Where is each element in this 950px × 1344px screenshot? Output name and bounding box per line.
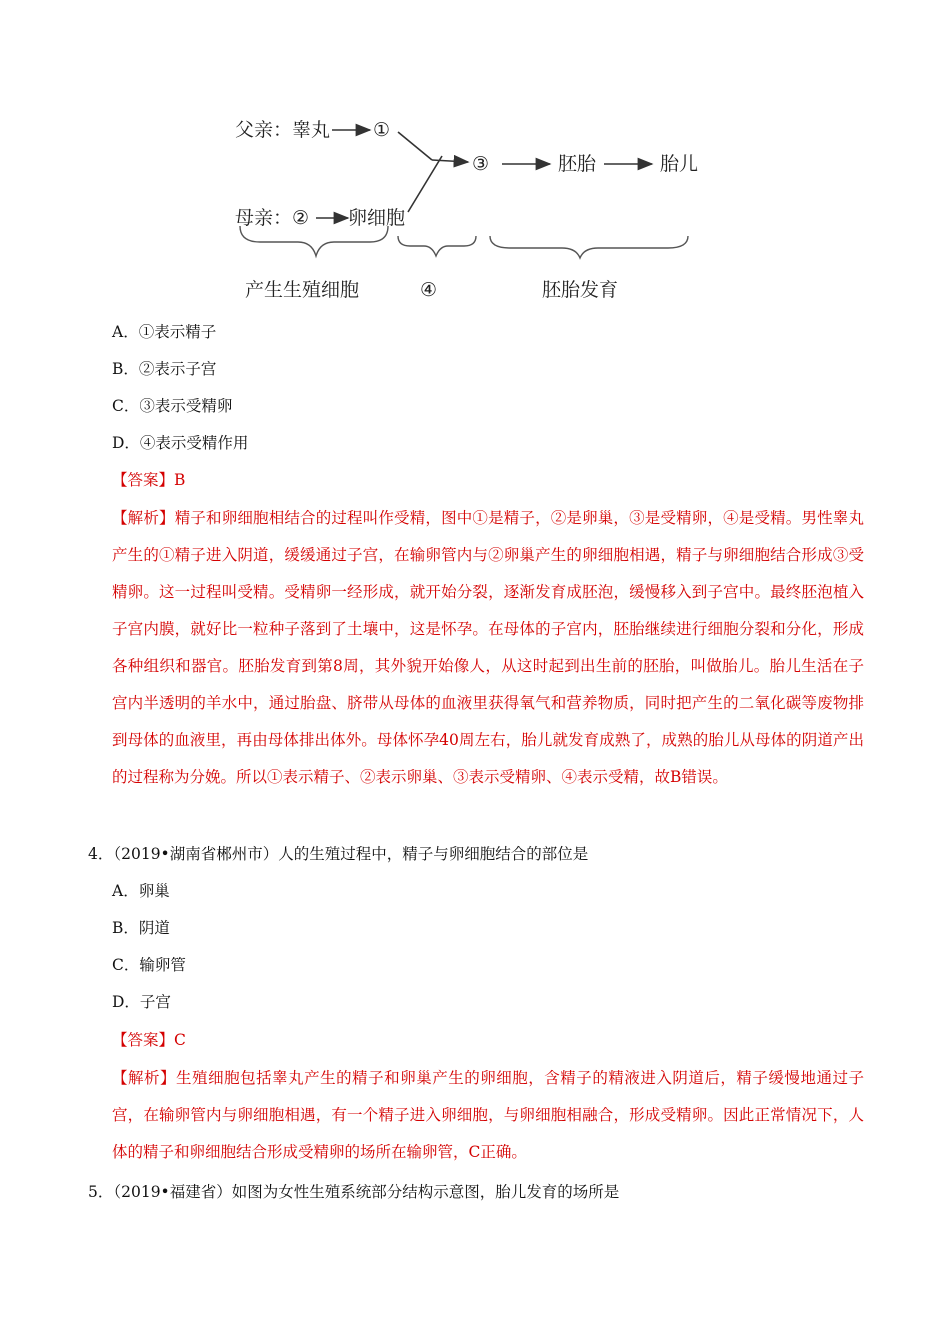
line-egg-to-junction [408,156,442,212]
q4-stem: 4．（2019•湖南省郴州市）人的生殖过程中，精子与卵细胞结合的部位是 [88,845,589,863]
egg-label: 卵细胞 [348,207,406,229]
line-1-to-junction [398,132,432,160]
brace-fertilization [398,236,476,256]
brace-gametes-label: 产生生殖细胞 [245,279,360,301]
fetus-label: 胎儿 [660,153,699,175]
circle-1-label: ① [373,119,391,141]
reproduction-flow-diagram [220,100,720,310]
q3-option-a: A．①表示精子 [112,323,217,341]
circle-3-label: ③ [472,153,490,175]
q3-option-d: D．④表示受精作用 [112,434,249,452]
q3-answer-value: B [174,471,186,489]
q3-option-c: C．③表示受精卵 [112,397,233,415]
flow-diagram-svg [220,100,720,310]
q3-answer-tag: 【答案】 [112,471,175,489]
father-label: 父亲：睾丸 [235,119,331,141]
q4-option-a: A．卵巢 [112,882,170,900]
brace-fertilization-label: ④ [420,279,438,301]
embryo-label: 胚胎 [558,153,597,175]
q3-analysis-tag: 【解析】 [112,509,175,527]
brace-development-label: 胚胎发育 [542,279,619,301]
q5-stem: 5．（2019•福建省）如图为女性生殖系统部分结构示意图，胎儿发育的场所是 [88,1183,620,1201]
q4-option-d: D．子宫 [112,993,171,1011]
q3-analysis-text: 精子和卵细胞相结合的过程叫作受精，图中①是精子，②是卵巢，③是受精卵，④是受精。男性睾丸产生的①精子进入阴道，缓缓通过子宫，在输卵管内与②卵巢产生的卵细胞相遇，精子与卵细胞结合形成③受精卵。这一过程叫受精。受精卵一经形成，就开始分裂，逐渐发育成胚泡，缓慢移入到子宫中。最终胚泡植入子宫内膜，就好比一粒种子落到了土壤中，这是怀孕。在母体的子宫内，胚胎继续进行细胞分裂和分化，形成各种组织和器官。胚胎发育到第8周，其外貌开始像人，从这时起到出生前的胚胎，叫做胎儿。胎儿生活在子宫内半透明的羊水中，通过胎盘、脐带从母体的血液里获得氧气和营养物质，同时把产生的二氧化碳等废物排到母体的血液里，再由母体排出体外。母体怀孕40周左右，胎儿就发育成熟了，成熟的胎儿从母体的阴道产出的过程称为分娩。所以①表示精子、②表示卵巢、③表示受精卵、④表示受精，故B错误。 [112,509,864,786]
q4-analysis-text: 生殖细胞包括睾丸产生的精子和卵巢产生的卵细胞，含精子的精液进入阴道后，精子缓慢地通过子宫，在输卵管内与卵细胞相遇，有一个精子进入卵细胞，与卵细胞相融合，形成受精卵。因此正常情况下，人体的精子和卵细胞结合形成受精卵的场所在输卵管，C正确。 [112,1069,864,1161]
q4-option-b: B．阴道 [112,919,170,937]
q4-answer [112,1030,186,1050]
q3-option-b: B．②表示子宫 [112,360,217,378]
q4-answer-tag: 【答案】 [112,1031,175,1049]
brace-gametes [240,226,388,256]
q4-analysis [112,1060,864,1171]
q3-analysis [112,500,864,796]
q4-analysis-tag: 【解析】 [112,1069,177,1087]
q4-answer-value: C [174,1031,186,1049]
arrow-junction-to-3 [432,160,468,162]
q4-option-c: C．输卵管 [112,956,186,974]
brace-development [490,236,688,258]
mother-label: 母亲：② [235,207,310,229]
q3-answer [112,470,185,490]
